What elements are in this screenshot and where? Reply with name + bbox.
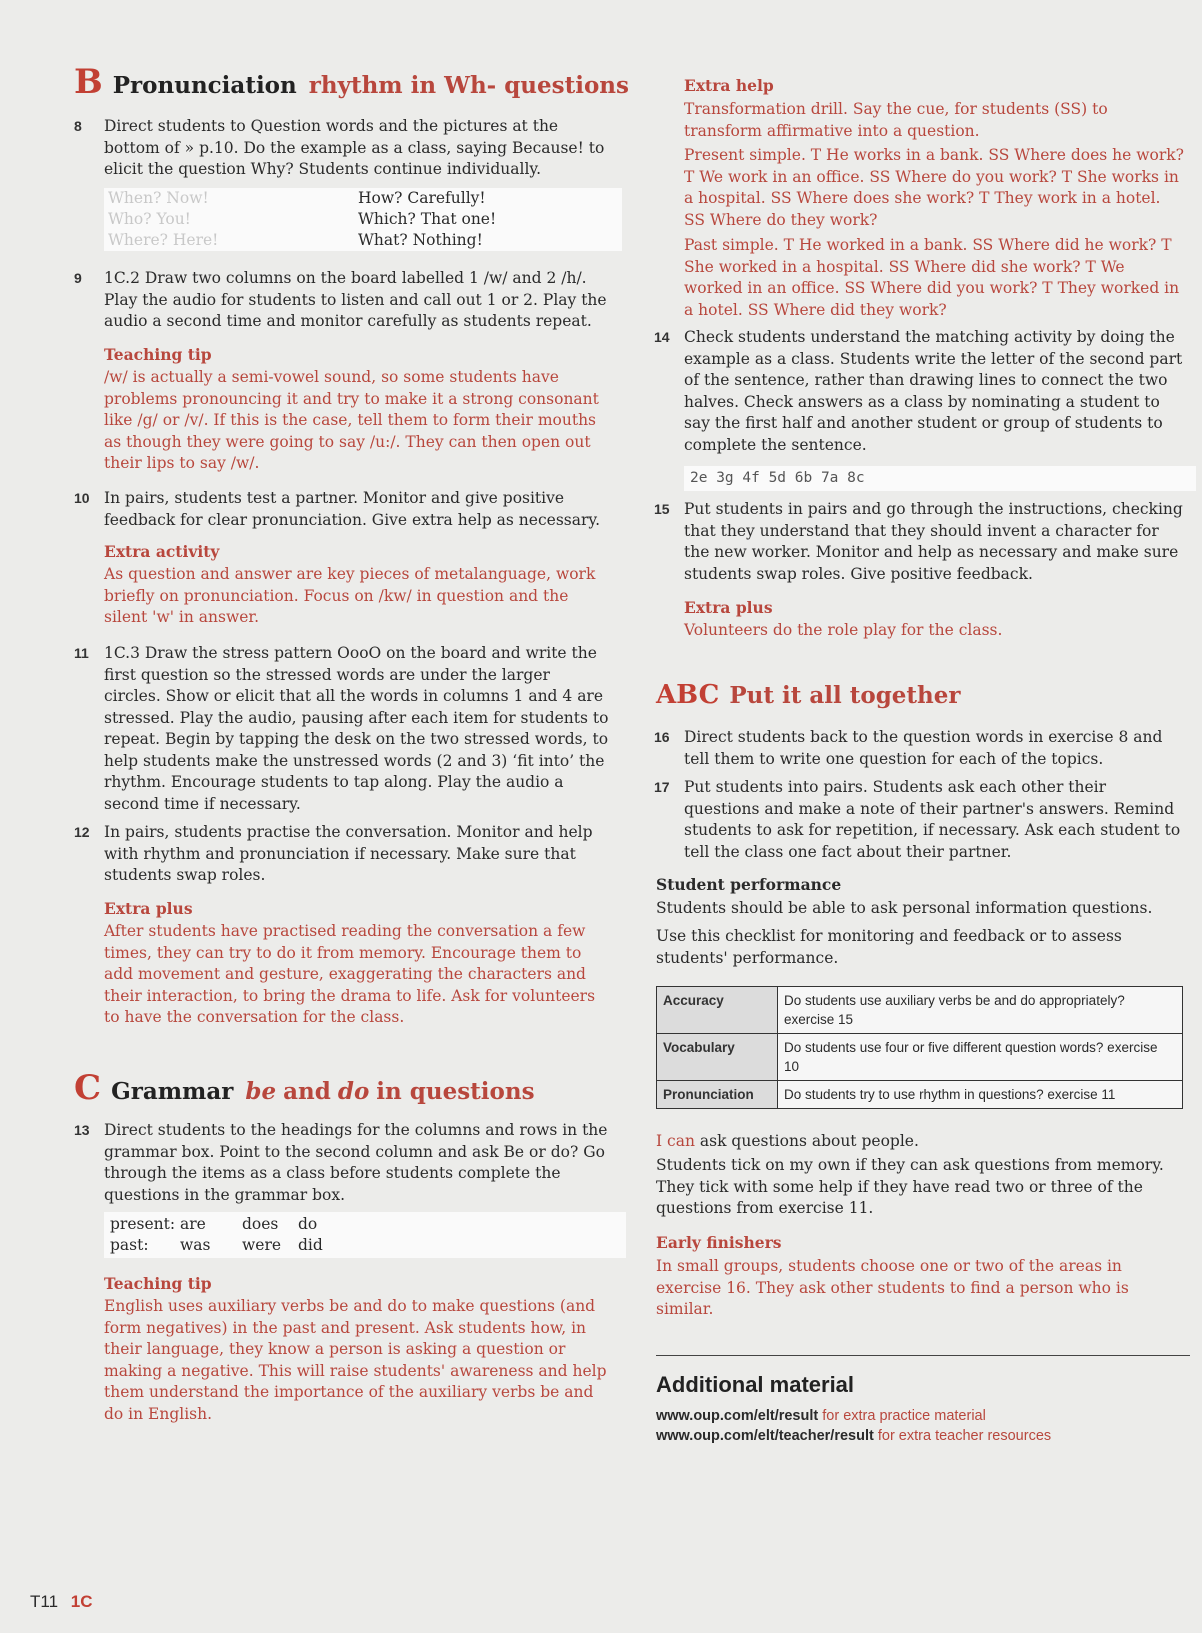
box-cell: were — [242, 1236, 282, 1254]
extra-help-present: Present simple. T He works in a bank. SS Where does he work? T We work in an office. SS Where do you work? T She works in a hospital. SS Where does she work? T They work in a hotel. SS Where do they work? — [684, 146, 1184, 229]
exercise-15 — [654, 499, 1184, 585]
exercise-10 — [74, 488, 609, 531]
box-cell-right: Which? That one! — [358, 210, 497, 228]
exercise-12 — [74, 822, 609, 887]
box-cell-right: How? Carefully! — [358, 189, 486, 207]
exercise-number: 11 — [74, 645, 89, 661]
table-row — [657, 1081, 1183, 1109]
extra-plus-heading: Extra plus — [104, 899, 193, 918]
section-letter: ABC — [656, 680, 720, 710]
exercise-11 — [74, 643, 609, 815]
question-words-box — [104, 188, 622, 251]
exercise-number: 9 — [74, 270, 82, 286]
exercise-text: Put students into pairs. Students ask each other their questions and make a note of their partner's answers. Remind students to ask for repetition, if necessary. Ask each student to tell the class one fact about their partner. — [684, 778, 1181, 861]
extra-plus-text: Volunteers do the role play for the class. — [684, 621, 1003, 639]
section-c-heading — [74, 1068, 535, 1108]
exercise-14 — [654, 327, 1184, 456]
box-cell-right: What? Nothing! — [358, 231, 483, 249]
section-title: Put it all together — [729, 682, 961, 709]
box-row — [108, 230, 618, 251]
extra-plus-heading: Extra plus — [684, 598, 773, 617]
section-topic-rest: in questions — [376, 1078, 535, 1105]
i-can-line — [656, 1131, 919, 1153]
checklist-key: Vocabulary — [657, 1034, 778, 1081]
early-finishers-text: In small groups, students choose one or two of the areas in exercise 16. They ask other students to find a person who is similar. — [656, 1257, 1129, 1318]
i-can-label: I can — [656, 1132, 695, 1150]
exercise-text: In pairs, students practise the conversation. Monitor and help with rhythm and pronunciation if necessary. Make sure that students swap roles. — [104, 823, 593, 884]
table-row — [657, 1034, 1183, 1081]
section-topic-and: and — [283, 1078, 331, 1105]
exercise-number: 16 — [654, 729, 670, 745]
exercise-number: 14 — [654, 329, 670, 345]
box-row — [108, 188, 618, 209]
student-performance-heading: Student performance — [656, 875, 842, 894]
exercise-13 — [74, 1120, 609, 1206]
extra-plus-text: After students have practised reading the conversation a few times, they can try to do it from memory. Encourage them to add movement and gesture, exaggerating the characters and their interaction, to bring the drama to life. Ask for volunteers to have the conversation for the class. — [104, 922, 596, 1026]
early-finishers-heading: Early finishers — [656, 1233, 782, 1252]
table-row — [657, 987, 1183, 1034]
checklist-value: Do students use auxiliary verbs be and do appropriately? exercise 15 — [778, 987, 1183, 1034]
extra-help-heading: Extra help — [684, 76, 774, 95]
student-performance-line1: Students should be able to ask personal information questions. — [656, 899, 1153, 917]
answer-key-box: 2e 3g 4f 5d 6b 7a 8c — [684, 466, 1196, 491]
extra-activity-heading: Extra activity — [104, 542, 220, 561]
exercise-17 — [654, 777, 1184, 863]
divider — [656, 1355, 1190, 1356]
box-row — [110, 1214, 620, 1235]
additional-link-row — [656, 1428, 1051, 1444]
box-cell: was — [180, 1236, 211, 1254]
extra-activity-text: As question and answer are key pieces of metalanguage, work briefly on pronunciation. Focus on /kw/ in question and the silent 'w' in answer. — [104, 565, 596, 626]
box-label: present: — [110, 1215, 176, 1233]
exercise-text: Check students understand the matching activity by doing the example as a class. Students write the letter of the second part of the sentence, rather than drawing lines to connect the two halves. Check answers as a class by nominating a student to say the first half and another student or group of students to complete the sentence. — [684, 328, 1183, 454]
exercise-number: 13 — [74, 1122, 90, 1138]
exercise-text: 1C.2 Draw two columns on the board labelled 1 /w/ and 2 /h/. Play the audio for students to listen and call out 1 or 2. Play the audio a second time and monitor carefully as students repeat. — [104, 269, 607, 330]
link-description: for extra practice material — [822, 1408, 986, 1424]
section-abc-heading — [656, 680, 961, 710]
teaching-tip-text: English uses auxiliary verbs be and do to make questions (and form negatives) in the past and present. Ask students how, in their language, they know a person is asking a question or making a negative. This will raise students' awareness and help them understand the importance of the auxiliary verbs be and do in English. — [104, 1297, 607, 1423]
exercise-text: 1C.3 Draw the stress pattern OooO on the board and write the first question so the stressed words are under the larger circles. Show or elicit that all the words in columns 1 and 4 are stressed. Play the audio, pausing after each item for students to repeat. Begin by tapping the desk on the two stressed words, to help students make the unstressed words (2 and 3) ‘fit into’ the rhythm. Encourage students to tap along. Play the audio a second time if necessary. — [104, 644, 609, 813]
page-footer — [30, 1592, 93, 1612]
checklist-value: Do students use four or five different question words? exercise 10 — [778, 1034, 1183, 1081]
box-label: past: — [110, 1236, 149, 1254]
grammar-box — [104, 1212, 626, 1258]
section-title: Pronunciation — [112, 72, 297, 99]
section-b-heading — [74, 62, 629, 102]
exercise-9 — [74, 268, 609, 333]
checklist-key: Pronunciation — [657, 1081, 778, 1109]
box-cell: does — [242, 1215, 279, 1233]
section-topic: rhythm in Wh- questions — [308, 72, 629, 99]
box-row — [108, 209, 618, 230]
page-number: T11 — [30, 1592, 59, 1611]
teaching-tip-heading: Teaching tip — [104, 345, 212, 364]
box-cell: are — [180, 1215, 206, 1233]
section-topic-be: be — [245, 1078, 277, 1105]
section-title: Grammar — [111, 1078, 234, 1105]
box-cell-left: Who? You! — [108, 210, 191, 228]
extra-help-intro: Transformation drill. Say the cue, for students (SS) to transform affirmative into a question. — [684, 100, 1108, 140]
box-row — [110, 1235, 620, 1256]
teacher-resources-link[interactable]: www.oup.com/elt/teacher/result — [656, 1428, 874, 1444]
exercise-8 — [74, 116, 609, 181]
exercise-number: 15 — [654, 501, 670, 517]
teaching-tip-text: /w/ is actually a semi-vowel sound, so some students have problems pronouncing it and try to make it a strong consonant like /g/ or /v/. If this is the case, tell them to form their mouths as though they were going to say /u:/. They can then open out their lips to say /w/. — [104, 368, 599, 472]
exercise-number: 10 — [74, 490, 90, 506]
additional-material-heading: Additional material — [656, 1372, 855, 1397]
exercise-text: Put students in pairs and go through the instructions, checking that they understand that they should invent a character for the new worker. Monitor and help as necessary and make sure students swap roles. Give positive feedback. — [684, 500, 1183, 583]
box-cell-left: Where? Here! — [108, 231, 219, 249]
i-can-goal: ask questions about people. — [699, 1132, 919, 1150]
box-cell: did — [298, 1236, 323, 1254]
checklist-value: Do students try to use rhythm in questions? exercise 11 — [778, 1081, 1183, 1109]
section-letter: C — [74, 1068, 102, 1108]
checklist-key: Accuracy — [657, 987, 778, 1034]
link-description: for extra teacher resources — [877, 1428, 1052, 1444]
exercise-text: Direct students to the headings for the columns and rows in the grammar box. Point to the second column and ask Be or do? Go through the items as a class before students complete the questions in the grammar box. — [104, 1121, 608, 1204]
additional-link-row — [656, 1408, 986, 1424]
exercise-text: In pairs, students test a partner. Monitor and give positive feedback for clear pronunciation. Give extra help as necessary. — [104, 489, 600, 529]
section-topic-do: do — [337, 1078, 370, 1105]
teaching-tip-heading: Teaching tip — [104, 1274, 212, 1293]
student-performance-line2: Use this checklist for monitoring and feedback or to assess students' performance. — [656, 927, 1122, 967]
section-letter: B — [74, 62, 103, 102]
box-cell-left: When? Now! — [108, 189, 209, 207]
i-can-text: Students tick on my own if they can ask questions from memory. They tick with some help if they have read two or three of the questions from exercise 11. — [656, 1156, 1164, 1217]
extra-practice-link[interactable]: www.oup.com/elt/result — [656, 1408, 819, 1424]
performance-checklist — [656, 986, 1183, 1109]
exercise-16 — [654, 727, 1184, 770]
exercise-number: 17 — [654, 779, 670, 795]
box-cell: do — [298, 1215, 318, 1233]
unit-code: 1C — [70, 1592, 93, 1611]
exercise-number: 12 — [74, 824, 90, 840]
exercise-text: Direct students back to the question words in exercise 8 and tell them to write one question for each of the topics. — [684, 728, 1163, 768]
exercise-text: Direct students to Question words and the pictures at the bottom of » p.10. Do the example as a class, saying Because! to elicit the question Why? Students continue individually. — [104, 117, 605, 178]
extra-help-past: Past simple. T He worked in a bank. SS Where did he work? T She worked in a hospital. SS Where did she work? T We worked in an office. SS Where did you work? T They worked in a hotel. SS Where did they work? — [684, 236, 1180, 319]
exercise-number: 8 — [74, 118, 82, 134]
